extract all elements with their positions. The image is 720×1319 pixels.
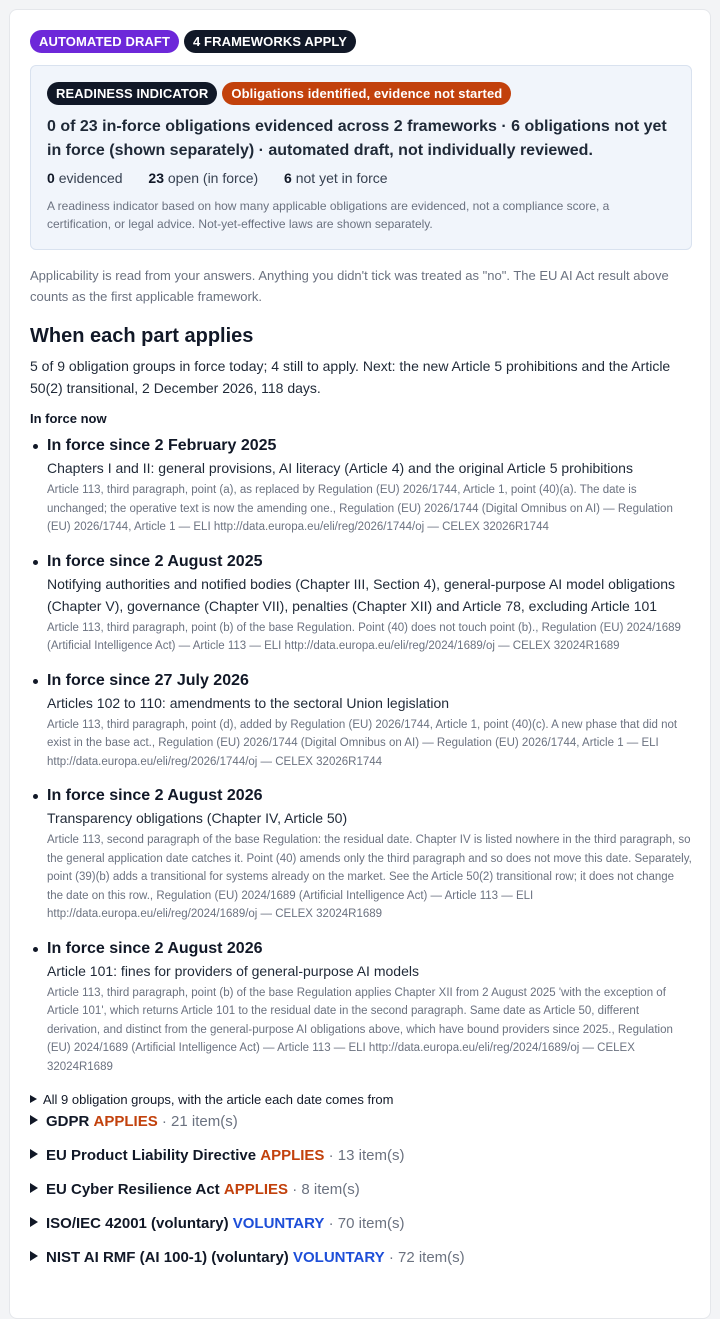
phase-title: In force since 27 July 2026 bbox=[47, 671, 249, 689]
framework-count: · 72 item(s) bbox=[388, 1249, 465, 1266]
phase-title: In force since 2 February 2025 bbox=[47, 437, 277, 454]
framework-toggle-cra[interactable] bbox=[30, 1180, 692, 1200]
framework-list bbox=[30, 1112, 692, 1268]
automated-draft-badge: AUTOMATED DRAFT bbox=[30, 30, 179, 53]
phase-source: Article 113, third paragraph, point (b) of the base Regulation applies Chapter XII from 2 August 2025 'with the exception of Article 101', which returns Article 101 to the residual date in the second paragraph. Same date as Article 50, different derivation, and distinct from the general-purpose AI obligations above, which have bound providers since 2025., Regulation (EU) 2024/1689 (Artificial Intelligence Act) — Article 113 — ELI http://data.europa.eu/eli/reg/2024/1689/oj — CELEX 32024R1689 bbox=[47, 986, 673, 1073]
phase-description: Chapters I and II: general provisions, AI literacy (Article 4) and the original Article 5 prohibitions bbox=[47, 460, 633, 476]
framework-name: ISO/IEC 42001 (voluntary) bbox=[46, 1215, 229, 1232]
framework-status: APPLIES bbox=[93, 1113, 158, 1130]
readiness-indicator-badge: READINESS INDICATOR bbox=[47, 82, 217, 105]
phase-item bbox=[30, 435, 692, 537]
framework-status: VOLUNTARY bbox=[232, 1215, 325, 1232]
phase-description: Articles 102 to 110: amendments to the sectoral Union legislation bbox=[47, 694, 450, 711]
phase-description: Article 101: fines for providers of general-purpose AI models bbox=[47, 962, 419, 979]
disclosure-triangle-icon bbox=[30, 1115, 38, 1125]
framework-count: · 70 item(s) bbox=[328, 1215, 405, 1232]
phase-source: Article 113, second paragraph of the base Regulation: the residual date. Chapter IV is listed nowhere in the third paragraph, so the general application date catches it. Point (40) amends only the third paragraph and so does not move this date. Separately, point (39)(b) adds a transitional for systems already on the market. See the Article 50(2) transitional row; it does not change the date on this row., Regulation (EU) 2024/1689 (Artificial Intelligence Act) — Article 113 — ELI http://data.europa.eu/eli/reg/2024/1689/oj — CELEX 32024R1689 bbox=[47, 834, 692, 920]
disclosure-triangle-icon bbox=[30, 1149, 38, 1159]
framework-toggle-nist-ai-rmf[interactable] bbox=[30, 1248, 692, 1268]
phase-source: Article 113, third paragraph, point (b) of the base Regulation. Point (40) does not touch point (b)., Regulation (EU) 2024/1689 (Artificial Intelligence Act) — Article 113 — ELI http://data.europa.eu/eli/reg/2024/1689/oj — CELEX 32024R1689 bbox=[47, 621, 681, 652]
count-number: 0 bbox=[47, 170, 55, 186]
phase-list bbox=[30, 435, 692, 1076]
framework-count: · 8 item(s) bbox=[292, 1181, 360, 1198]
phase-source: Article 113, third paragraph, point (a), as replaced by Regulation (EU) 2026/1744, Article 1, point (40)(a). The date is unchanged; the operative text is now the amending one., Regulation (EU) 2026/1744 (Digital Omnibus on AI) — Regulation (EU) 2026/1744, Article 1 — ELI http://data.europa.eu/eli/reg/2026/1744/oj — CELEX 32026R1744 bbox=[47, 484, 673, 533]
count-label: evidenced bbox=[58, 170, 123, 186]
phase-item bbox=[30, 551, 692, 656]
result-content bbox=[30, 30, 692, 1268]
all-groups-toggle[interactable] bbox=[30, 1090, 692, 1110]
framework-status: APPLIES bbox=[223, 1181, 289, 1198]
framework-name: NIST AI RMF (AI 100-1) (voluntary) bbox=[46, 1249, 289, 1266]
phase-description: Transparency obligations (Chapter IV, Article 50) bbox=[47, 810, 348, 826]
count-label: not yet in force bbox=[295, 170, 388, 186]
framework-name: EU Cyber Resilience Act bbox=[46, 1181, 220, 1198]
timeline-summary: 5 of 9 obligation groups in force today; 4 still to apply. Next: the new Article 5 prohibitions and the Article 50(2) transitional, 2 December 2026, 118 days. bbox=[30, 358, 671, 396]
count-number: 6 bbox=[284, 170, 292, 186]
readiness-disclaimer: A readiness indicator based on how many applicable obligations are evidenced, not a compliance score, a certification, or legal advice. Not-yet-effective laws are shown separately. bbox=[47, 199, 610, 231]
phase-description: Notifying authorities and notified bodies (Chapter III, Section 4), general-purpose AI model obligations (Chapter V), governance (Chapter VII), penalties (Chapter XII) and Article 78, excluding Article 101 bbox=[47, 575, 676, 614]
framework-status: APPLIES bbox=[260, 1147, 325, 1164]
readiness-counts bbox=[47, 168, 675, 188]
result-card bbox=[9, 9, 711, 1319]
phase-item bbox=[30, 785, 692, 924]
disclosure-triangle-icon bbox=[30, 1251, 38, 1261]
all-groups-label: All 9 obligation groups, with the article each date comes from bbox=[43, 1092, 394, 1107]
disclosure-triangle-icon bbox=[30, 1095, 37, 1103]
framework-status: VOLUNTARY bbox=[292, 1249, 385, 1266]
count-evidenced bbox=[47, 170, 123, 186]
phase-title: In force since 2 August 2026 bbox=[47, 939, 263, 957]
badge-row bbox=[30, 30, 692, 53]
count-open bbox=[148, 170, 258, 186]
phase-item bbox=[30, 670, 692, 772]
phase-title: In force since 2 August 2025 bbox=[47, 552, 263, 570]
framework-toggle-pld[interactable] bbox=[30, 1146, 692, 1166]
readiness-badges bbox=[47, 82, 675, 105]
framework-toggle-iso42001[interactable] bbox=[30, 1214, 692, 1234]
applicability-note: Applicability is read from your answers. Anything you didn't tick was treated as "no". The EU AI Act result above counts as the first applicable framework. bbox=[30, 268, 669, 304]
framework-name: GDPR bbox=[46, 1113, 90, 1130]
readiness-headline: 0 of 23 in-force obligations evidenced across 2 frameworks · 6 obligations not yet in force (shown separately) · automated draft, not individually reviewed. bbox=[47, 118, 667, 159]
framework-count: · 21 item(s) bbox=[161, 1113, 238, 1130]
disclosure-triangle-icon bbox=[30, 1183, 38, 1193]
readiness-panel bbox=[30, 65, 692, 250]
phase-source: Article 113, third paragraph, point (d), added by Regulation (EU) 2026/1744, Article 1, point (40)(c). A new phase that did not exist in the base act., Regulation (EU) 2026/1744 (Digital Omnibus on AI) — Regulation (EU) 2026/1744, Article 1 — ELI http://data.europa.eu/eli/reg/2026/1744/oj — CELEX 32026R1744 bbox=[47, 718, 678, 768]
disclosure-triangle-icon bbox=[30, 1217, 38, 1227]
frameworks-count-badge: 4 FRAMEWORKS APPLY bbox=[184, 30, 356, 53]
count-label: open (in force) bbox=[167, 170, 259, 186]
timeline-heading: When each part applies bbox=[30, 325, 254, 347]
framework-toggle-gdpr[interactable] bbox=[30, 1112, 692, 1132]
framework-name: EU Product Liability Directive bbox=[46, 1147, 257, 1164]
framework-count: · 13 item(s) bbox=[328, 1147, 405, 1164]
count-number: 23 bbox=[148, 170, 164, 186]
in-force-subheading: In force now bbox=[30, 411, 107, 426]
count-not-yet bbox=[284, 170, 388, 186]
phase-item bbox=[30, 938, 692, 1077]
phase-title: In force since 2 August 2026 bbox=[47, 787, 263, 804]
readiness-status-badge: Obligations identified, evidence not started bbox=[222, 82, 511, 105]
